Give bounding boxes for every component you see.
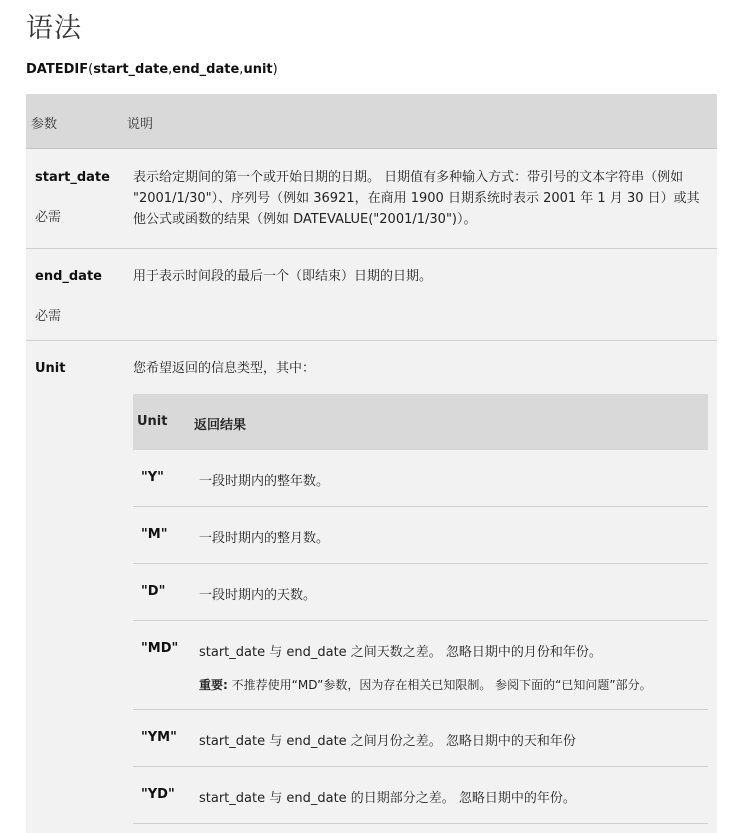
unit-code: "YD" — [141, 787, 175, 802]
syntax-open-paren: ( — [88, 62, 94, 77]
note-label: 重要: — [199, 678, 228, 692]
unit-code: "Y" — [141, 470, 164, 485]
param-required: 必需 — [35, 210, 62, 225]
unit-row-y — [133, 450, 708, 507]
param-required: 必需 — [35, 309, 62, 324]
unit-description: 一段时期内的天数。 — [199, 588, 317, 603]
unit-row-ym — [133, 710, 708, 767]
table-row — [26, 249, 717, 341]
unit-description: start_date 与 end_date 之间月份之差。 忽略日期中的天和年份 — [199, 734, 576, 749]
unit-row-yd — [133, 767, 708, 824]
unit-code: "YM" — [141, 730, 177, 745]
syntax-line — [26, 62, 278, 77]
param-description: 用于表示时间段的最后一个（即结束）日期的日期。 — [133, 269, 433, 284]
unit-table-header — [133, 394, 708, 450]
unit-code: "M" — [141, 527, 168, 542]
syntax-arg-start-date: start_date — [93, 62, 169, 77]
column-header-parameter: 参数 — [31, 117, 58, 132]
syntax-function: DATEDIF — [26, 62, 89, 77]
syntax-close-paren: ) — [272, 62, 278, 77]
syntax-arg-unit: unit — [243, 62, 273, 77]
parameters-table — [26, 94, 717, 833]
unit-description: 一段时期内的整年数。 — [199, 474, 330, 489]
param-description: 您希望返回的信息类型，其中： — [133, 361, 316, 376]
unit-code: "D" — [141, 584, 166, 599]
syntax-separator: , — [239, 62, 244, 77]
unit-description: start_date 与 end_date 的日期部分之差。 忽略日期中的年份。 — [199, 791, 576, 806]
page-heading: 语法 — [26, 13, 82, 44]
unit-row-md — [133, 621, 708, 710]
column-header-description: 说明 — [127, 117, 154, 132]
note-text: 不推荐使用“MD”参数，因为存在相关已知限制。 参阅下面的“已知问题”部分。 — [227, 678, 652, 692]
unit-row-m — [133, 507, 708, 564]
unit-code: "MD" — [141, 641, 179, 656]
column-header-unit: Unit — [137, 414, 168, 429]
param-description: 表示给定期间的第一个或开始日期的日期。 日期值有多种输入方式：带引号的文本字符串（例如 "2001/1/30"）、序列号（例如 36921，在商用 1900 日期系统时表示 2001 年 1 月 30 日）或其他公式或函数的结果（例如 DATEVALUE("2001/1/30")）。 — [133, 170, 700, 227]
unit-description: 一段时期内的整月数。 — [199, 531, 330, 546]
param-name: Unit — [35, 361, 66, 376]
table-row — [26, 150, 717, 249]
parameters-table-header — [26, 94, 717, 149]
param-name: end_date — [35, 269, 102, 284]
param-name: start_date — [35, 170, 110, 185]
unit-note — [199, 676, 704, 693]
syntax-separator: , — [168, 62, 173, 77]
unit-row-d — [133, 564, 708, 621]
syntax-arg-end-date: end_date — [172, 62, 240, 77]
column-header-result: 返回结果 — [194, 418, 247, 433]
unit-description: start_date 与 end_date 之间天数之差。 忽略日期中的月份和年份。 — [199, 645, 602, 660]
